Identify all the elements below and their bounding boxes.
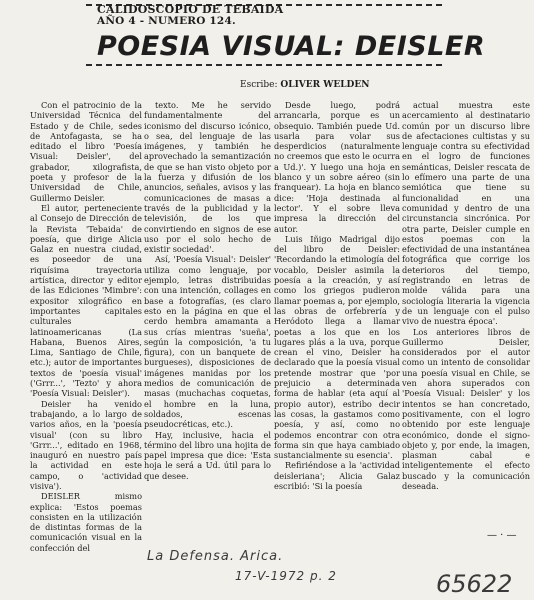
paragraph: DEISLER mismo explica: 'Estos poemas consisten en la utilización de distintas formas de la comunicación visual en la confección del [30, 491, 142, 553]
paragraph: texto. Me he servido fundamentalmente del iconismo del discurso icónico, o sea, del lenguaje de las imágenes, y también he aprovechado la semantización de que se han visto objeto por la fuerza y difusión de los anuncios, señales, avisos y las comunicaciones de masas a través de la publicidad y la televisión, de los que convirtiendo en signos de ese uso por el solo hecho de existir sociedad'. [144, 100, 271, 255]
byline [240, 80, 369, 90]
text-column-4 [402, 100, 530, 491]
paragraph: Luis Iñigo Madrigal dijo del libro de Deisler: 'Recordando la etimología del vocablo, Deisler asimila la poesía a la creación, y así como los griegos pudieron llamar poemas a, por ejemplo, las obras de orfebrería y Heródoto llega a llamar poetas a los que en los lugares plás a la uva, porque crean el vino, Deisler ha declarado que la poesía visual pretende mostrar que 'por prejuicio a determinada forma de hablar (eta aquí al propio autor), estribo decir las cosas, la gastamos como poesía, y así, como no podemos encontrar con otra forma sin que haya cambiado sustancialmente su esencia'. [274, 233, 400, 461]
paragraph: Desde luego, podrá arrancarla, porque es un obsequio. También puede Ud. usarla para volar sus desperdicios (naturalmente no creemos que esto le ocurra a Ud.)'. Y luego una hoja en blanco y un sobre aéreo (sin franquear). La hoja en blanco dice: 'Hoja destinada al lector'. Y el sobre lleva impresa la dirección del autor. [274, 100, 400, 234]
article-title: POESIA VISUAL: DEISLER [97, 31, 486, 62]
text-column-2 [144, 100, 271, 481]
handwritten-catalog-number: 65622 [436, 570, 513, 598]
paragraph: Así, 'Poesía Visual': Deisler' utiliza como lenguaje, por ejemplo, letras distribuidas con una intención, collages en base a fotografías, (es claro esto en la página en que el cerdo hembra amamanta a sus crías mientras 'sueña', según la composición, 'a tu figura), con un banquete de burgueses), disposiciones de imágenes manidas por los medios de comunicación de masas (muchachas coquetas, el hombre en la luna, soldados, escenas pseudocréticas, etc.). [144, 254, 271, 430]
handwritten-date: 17-V-1972 p. 2 [235, 569, 337, 583]
paragraph: Refiriéndose a la 'actividad deisleriana'; Alicia Galaz escribió: 'Si la poesía [274, 460, 400, 491]
article-header [0, 0, 534, 75]
end-mark: — · — [487, 530, 517, 541]
paragraph: actual muestra este acercamiento al destinatario común por un discurso libre de afectaciones cultistas y su lenguaje contra su efectividad en el logro de funciones semánticas, Deisler rescata de lo efímero una parte de una semiótica que tiene su funcionalidad en una comunidad y dentro de una circunstancia sincrónica. Por otra parte, Deisler cumple en estos poemas con la efectividad de una instantánea fotográfica que corrige los deterioros del tiempo, registrando en letras de molde válida para una sociología literaria la vigencia de un lenguaje con el pulso vivo de nuestra época'. [402, 100, 530, 327]
paragraph: Hay, inclusive, hacia el término del libro una hojita de papel impresa que dice: 'Esta hoja le será a Ud. útil para lo que desee. [144, 429, 271, 481]
header-bottom-rule [86, 64, 442, 66]
paragraph: Deisler ha venido trabajando, a lo largo de varios años, en la 'poesía visual' (con su libro 'Grrr...', editado en 1968, inauguró en nuestro país la actividad en este campo, o 'actividad visiva'). [30, 398, 142, 491]
section-kicker: CALIDOSCOPIO DE TEBAIDA [97, 3, 284, 16]
paragraph: El autor, perteneciente al Consejo de Dirección de la Revista 'Tebaida' de poesía, que dirige Alicia Galaz en nuestra ciudad, es poseedor de una riquísima trayectoria artística, director y editor de las Ediciones 'Mimbre': expositor xilográfico en importantes capitales culturales latinoamericanas (La Habana, Buenos Aires, Lima, Santiago de Chile, etc.); autor de importantes textos de 'poesía visual' ('Grrr...', 'Tezto' y ahora 'Poesía Visual: Deisler'). [30, 202, 142, 399]
handwritten-source: La Defensa. Arica. [147, 549, 284, 564]
issue-number: AÑO 4 - NUMERO 124. [97, 15, 236, 27]
paragraph: Los anteriores libros de Guillermo Deisler, considerados por el autor como un intento de consolidar una poesía visual en Chile, se ven ahora superados con 'Poesía Visual: Deisler' y los intentos se han concretado, positivamente, con el logro obtenido por este lenguaje económico, donde el signo-objeto y, por ende, la imagen, plasman cabal e inteligentemente el efecto buscado y la comunicación deseada. [402, 326, 530, 491]
byline-prefix: Escribe: [240, 80, 278, 90]
text-column-1 [30, 100, 142, 553]
text-column-3 [274, 100, 400, 491]
byline-author: OLIVER WELDEN [280, 80, 370, 90]
paragraph: Con el patrocinio de la Universidad Técnica del Estado y de Chile, sedes de Antofagasta, se ha editado el libro 'Poesía Visual: Deisler', del grabador, xilografista, poeta y profesor de la Universidad de Chile, Guillermo Deisler. [30, 100, 142, 203]
